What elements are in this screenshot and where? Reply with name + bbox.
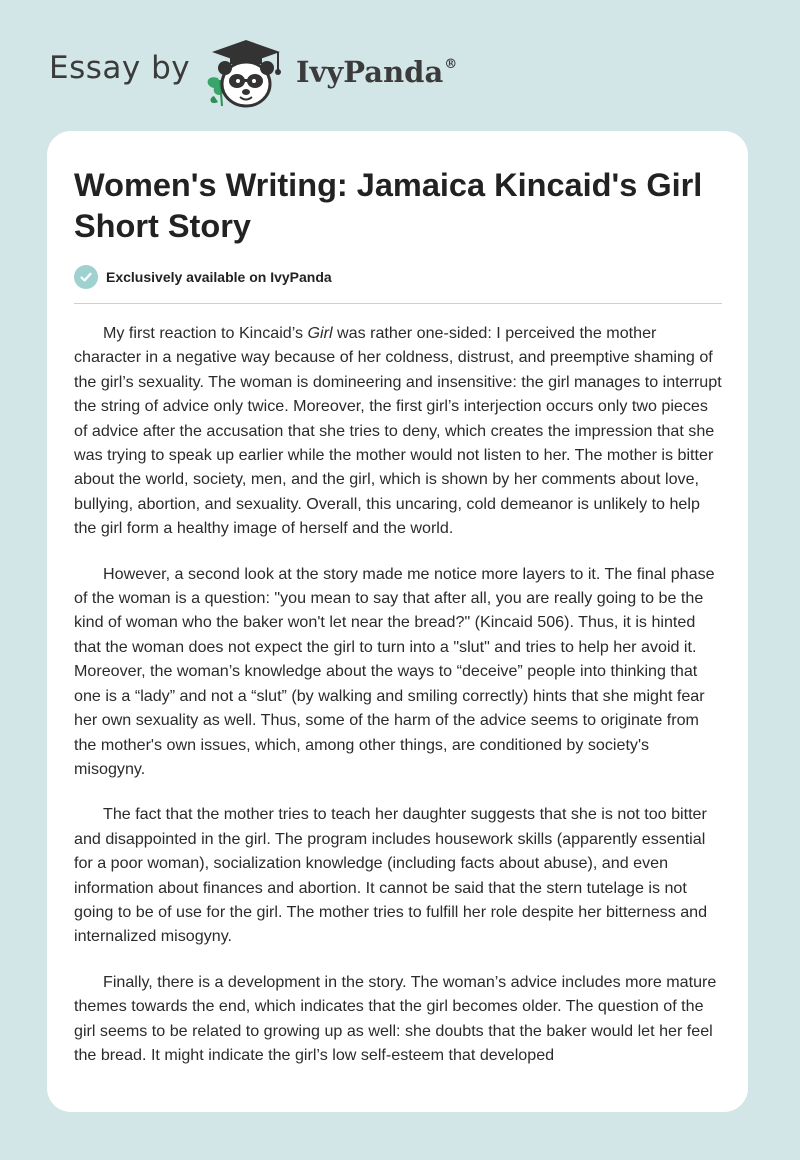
story-title-italic: Girl <box>307 324 333 342</box>
site-header <box>0 0 800 120</box>
brand-logo-text[interactable] <box>296 55 457 89</box>
exclusive-badge <box>74 265 332 289</box>
paragraph-1-text-start: My first reaction to Kincaid’s <box>103 324 308 342</box>
paragraph-1-text-end: was rather one-sided: I perceived the mother character in a negative way because of her coldness, distrust, and preemptive shaming of the girl’s sexuality. The woman is domineering and insensitive: the girl manages to interrupt the string of advice only twice. Moreover, the first girl’s interjection occurs only two pieces of advice after the accusation that she tries to deny, which creates the impression that she was trying to speak up earlier while the mother would not listen to her. The mother is bitter about the world, society, men, and the girl, which is shown by her comments about love, bullying, abortion, and sexuality. Overall, this uncaring, cold demeanor is unlikely to help the girl form a healthy image of herself and the world. <box>74 324 722 538</box>
brand-name: IvyPanda <box>296 55 444 89</box>
page-title: Women's Writing: Jamaica Kincaid's Girl Short Story <box>74 167 703 244</box>
divider <box>74 303 722 304</box>
essay-card <box>47 131 748 1112</box>
paragraph-4: Finally, there is a development in the story. The woman’s advice includes more mature themes towards the end, which indicates that the girl becomes older. The question of the girl seems to be related to growing up as well: she doubts that the baker would let her feel the bread. It might indicate the girl’s low self-esteem that developed <box>74 972 717 1064</box>
essay-body <box>74 321 724 1088</box>
paragraph-1 <box>74 321 724 541</box>
paragraph-2: However, a second look at the story made me notice more layers to it. The final phase of the woman is a question: "you mean to say that after all, you are really going to be the kind of woman who the baker won't let near the bread?" (Kincaid 506). Thus, it is hinted that the woman does not expect the girl to turn into a "slut" and tries to help her avoid it. Moreover, the woman’s knowledge about the ways to “deceive” people into thinking that one is a “lady” and not a “slut” (by walking and smiling correctly) hints that she might fear her own sexuality as well. Thus, some of the harm of the advice seems to originate from the mother's own issues, which, among other things, are conditioned by society's misogyny. <box>74 564 715 778</box>
check-icon <box>74 265 98 289</box>
badge-label: Exclusively available on IvyPanda <box>106 269 332 285</box>
essay-by-label: Essay by <box>49 50 191 86</box>
panda-graduate-icon[interactable] <box>200 36 292 110</box>
paragraph-3: The fact that the mother tries to teach her daughter suggests that she is not too bitter and disappointed in the girl. The program includes housework skills (apparently essential for a poor woman), socialization knowledge (including facts about abuse), and even information about finances and abortion. It cannot be said that the stern tutelage is not going to be of use for the girl. The mother tries to fulfill her role despite her bitterness and internalized misogyny. <box>74 805 708 946</box>
registered-mark: ® <box>444 57 458 72</box>
